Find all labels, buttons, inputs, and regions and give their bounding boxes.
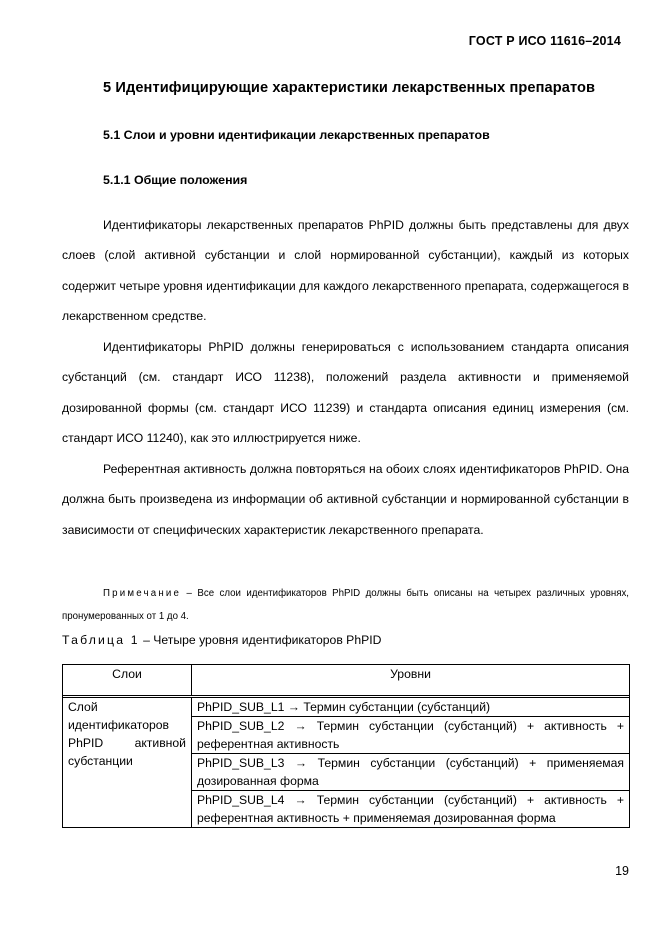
table-header-row — [63, 665, 630, 696]
paragraph-text: Идентификаторы PhPID должны генерироваться с использованием стандарта описания субстанций (см. стандарт ИСО 11238), положений раздела активности и применяемой дозированной формы (см. стандарт ИСО 11239) и стандарта описания единиц измерения (см. стандарт ИСО 11240), как это иллюстрируется ниже. — [62, 340, 629, 445]
note — [62, 582, 629, 628]
section-title: 5 Идентифицирующие характеристики лекарственных препаратов — [103, 80, 596, 96]
table-caption-text: – Четыре уровня идентификаторов PhPID — [139, 633, 382, 647]
page-number: 19 — [615, 864, 629, 878]
layer-cell: Слой идентификаторов PhPID активной субстанции — [63, 698, 192, 828]
table-row — [63, 698, 630, 717]
table-caption-label: Таблица 1 — [62, 633, 140, 647]
subsection-title: 5.1 Слои и уровни идентификации лекарственных препаратов — [103, 128, 490, 142]
level-cell-3: PhPID_SUB_L3 → Термин субстанции (субстанций) + применяемая дозированная форма — [192, 754, 630, 791]
paragraph-2 — [62, 332, 629, 453]
paragraph-text: Референтная активность должна повторяться на обоих слоях идентификаторов PhPID. Она должна быть произведена из информации об активной субстанции и нормированной субстанции в зависимости от специфических характеристик лекарственного препарата. — [62, 462, 629, 537]
column-header-levels: Уровни — [192, 665, 630, 696]
paragraph-3 — [62, 454, 629, 545]
paragraph-1 — [62, 210, 629, 331]
subsubsection-title: 5.1.1 Общие положения — [103, 173, 248, 187]
table-caption — [62, 633, 381, 647]
column-header-layers: Слои — [63, 665, 192, 696]
standard-header: ГОСТ Р ИСО 11616–2014 — [468, 34, 621, 48]
level-cell-1: PhPID_SUB_L1 → Термин субстанции (субстанций) — [192, 698, 630, 717]
level-cell-4: PhPID_SUB_L4 → Термин субстанции (субстанций) + активность + референтная активность + применяемая дозированная форма — [192, 791, 630, 828]
paragraph-text: Идентификаторы лекарственных препаратов PhPID должны быть представлены для двух слоев (слой активной субстанции и слой нормированной субстанции), каждый из которых содержит четыре уровня идентификации для каждого лекарственного препарата, содержащегося в лекарственном средстве. — [62, 218, 629, 323]
note-label: Примечание — [103, 588, 182, 599]
level-cell-2: PhPID_SUB_L2 → Термин субстанции (субстанций) + активность + референтная активность — [192, 717, 630, 754]
levels-table — [62, 664, 630, 828]
note-text: – Все слои идентификаторов PhPID должны быть описаны на четырех различных уровнях, пронумерованных от 1 до 4. — [62, 588, 629, 622]
